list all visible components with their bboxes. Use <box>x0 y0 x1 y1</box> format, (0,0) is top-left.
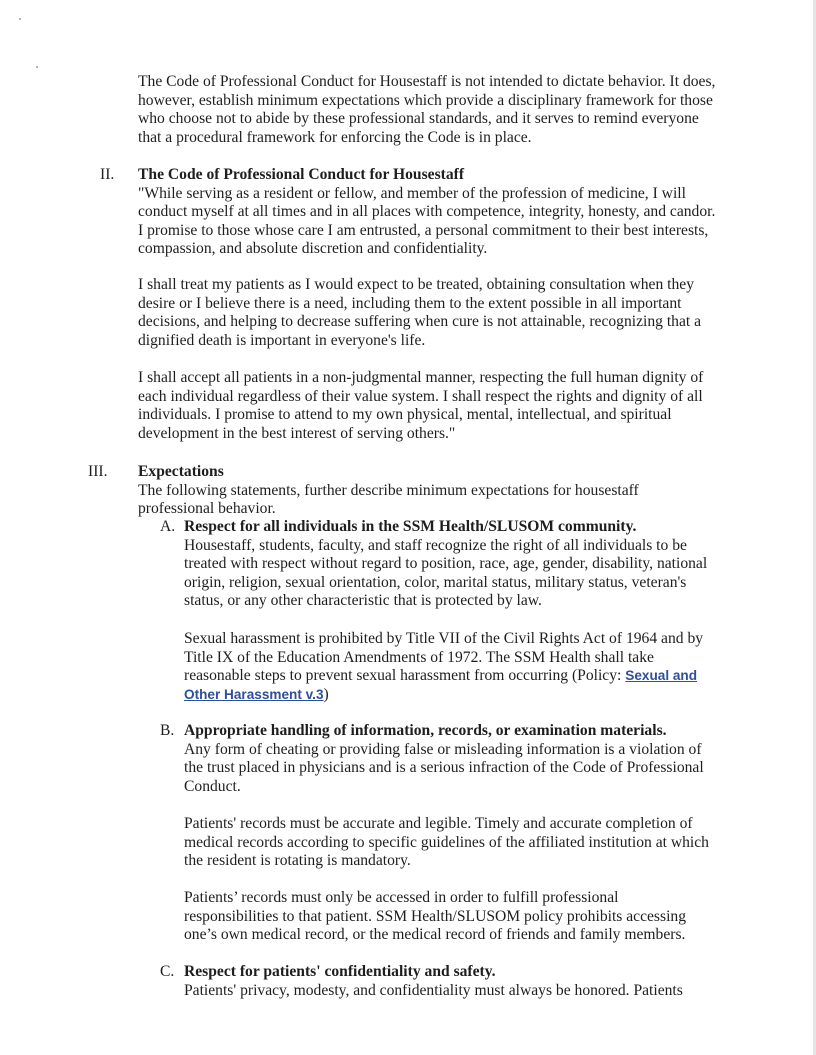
section-2-paragraph-2-block <box>138 276 704 350</box>
item-b-paragraph-2: Patients' records must be accurate and legible. Timely and accurate completion of medical records according to specific guidelines of the affiliated institution at which the resident is rotating is mandatory. <box>184 815 709 870</box>
item-b-paragraph-2-block <box>184 815 714 871</box>
scan-speck <box>36 66 38 68</box>
item-b-paragraph-1: Any form of cheating or providing false or misleading information is a violation of the trust placed in physicians and is a serious infraction of the Code of Professional Conduct. <box>184 740 704 795</box>
item-a-paragraph-1: Housestaff, students, faculty, and staff recognize the right of all individuals to be treated with respect without regard to position, race, age, gender, disability, national origin, religion, sexual orientation, color, marital status, military status, veteran's status, or any other characteristic that is protected by law. <box>184 536 708 610</box>
section-3 <box>138 463 668 519</box>
item-a-paragraph-2-text: Sexual harassment is prohibited by Title VII of the Civil Rights Act of 1964 and by Title IX of the Education Amendments of 1972. The SSM Health shall take reasonable steps to prevent sexual harassment from occurring (Policy: <box>184 630 704 685</box>
item-b-paragraph-3: Patients’ records must only be accessed in order to fulfill professional responsibilities to that patient. SSM Health/SLUSOM policy prohibits accessing one’s own medical record, or the medical record of friends and family members. <box>184 889 686 944</box>
item-b <box>184 722 714 796</box>
section-2-paragraph-3: I shall accept all patients in a non-judgmental manner, respecting the full human dignity of each individual regardless of their value system. I shall respect the rights and dignity of all individuals. I promise to attend to my own physical, mental, intellectual, and spiritual development in the best interest of serving others." <box>138 369 704 442</box>
section-3-intro: The following statements, further describe minimum expectations for housestaff professional behavior. <box>138 481 639 518</box>
section-2 <box>138 166 720 259</box>
item-c-letter: C. <box>160 963 175 980</box>
item-a-paragraph-2-block <box>184 630 714 704</box>
item-a-paragraph-2 <box>184 630 714 704</box>
section-2-paragraph-3-block <box>138 369 712 443</box>
scan-speck <box>19 18 21 20</box>
item-c-title: Respect for patients' confidentiality and safety. <box>184 963 496 980</box>
section-3-numeral: III. <box>88 463 108 480</box>
item-c <box>184 963 714 1000</box>
item-a-paragraph-2-end: ) <box>323 685 329 703</box>
section-2-heading: The Code of Professional Conduct for Housestaff <box>138 166 465 183</box>
item-a-title: Respect for all individuals in the SSM Health/SLUSOM community. <box>184 518 637 535</box>
item-b-letter: B. <box>160 722 175 739</box>
item-c-paragraph-1: Patients' privacy, modesty, and confidentiality must always be honored. Patients <box>184 981 683 999</box>
section-2-paragraph-2: I shall treat my patients as I would expect to be treated, obtaining consultation when they desire or I believe there is a need, including them to the extent possible in all important decisions, and helping to decrease suffering when cure is not attainable, recognizing that a dignified death is important in everyone's life. <box>138 276 702 349</box>
intro-paragraph <box>138 73 718 147</box>
sexual-harassment-policy-link[interactable]: Sexual and Other Harassment v.3 <box>184 668 698 702</box>
item-b-paragraph-3-block <box>184 889 714 945</box>
section-3-heading: Expectations <box>138 463 224 480</box>
intro-text: The Code of Professional Conduct for Housestaff is not intended to dictate behavior. It does, however, establish minimum expectations which provide a disciplinary framework for those who choose not to abide by these professional standards, and it serves to remind everyone that a procedural framework for enforcing the Code is in place. <box>138 73 716 146</box>
item-a <box>184 518 714 611</box>
item-b-title: Appropriate handling of information, records, or examination materials. <box>184 722 667 739</box>
item-a-letter: A. <box>160 518 176 535</box>
section-2-paragraph-1: "While serving as a resident or fellow, and member of the profession of medicine, I will conduct myself at all times and in all places with competence, integrity, honesty, and candor. I promise to those whose care I am entrusted, a personal commitment to their best interests, compassion, and absolute discretion and confidentiality. <box>138 184 716 258</box>
section-2-numeral: II. <box>100 166 115 183</box>
